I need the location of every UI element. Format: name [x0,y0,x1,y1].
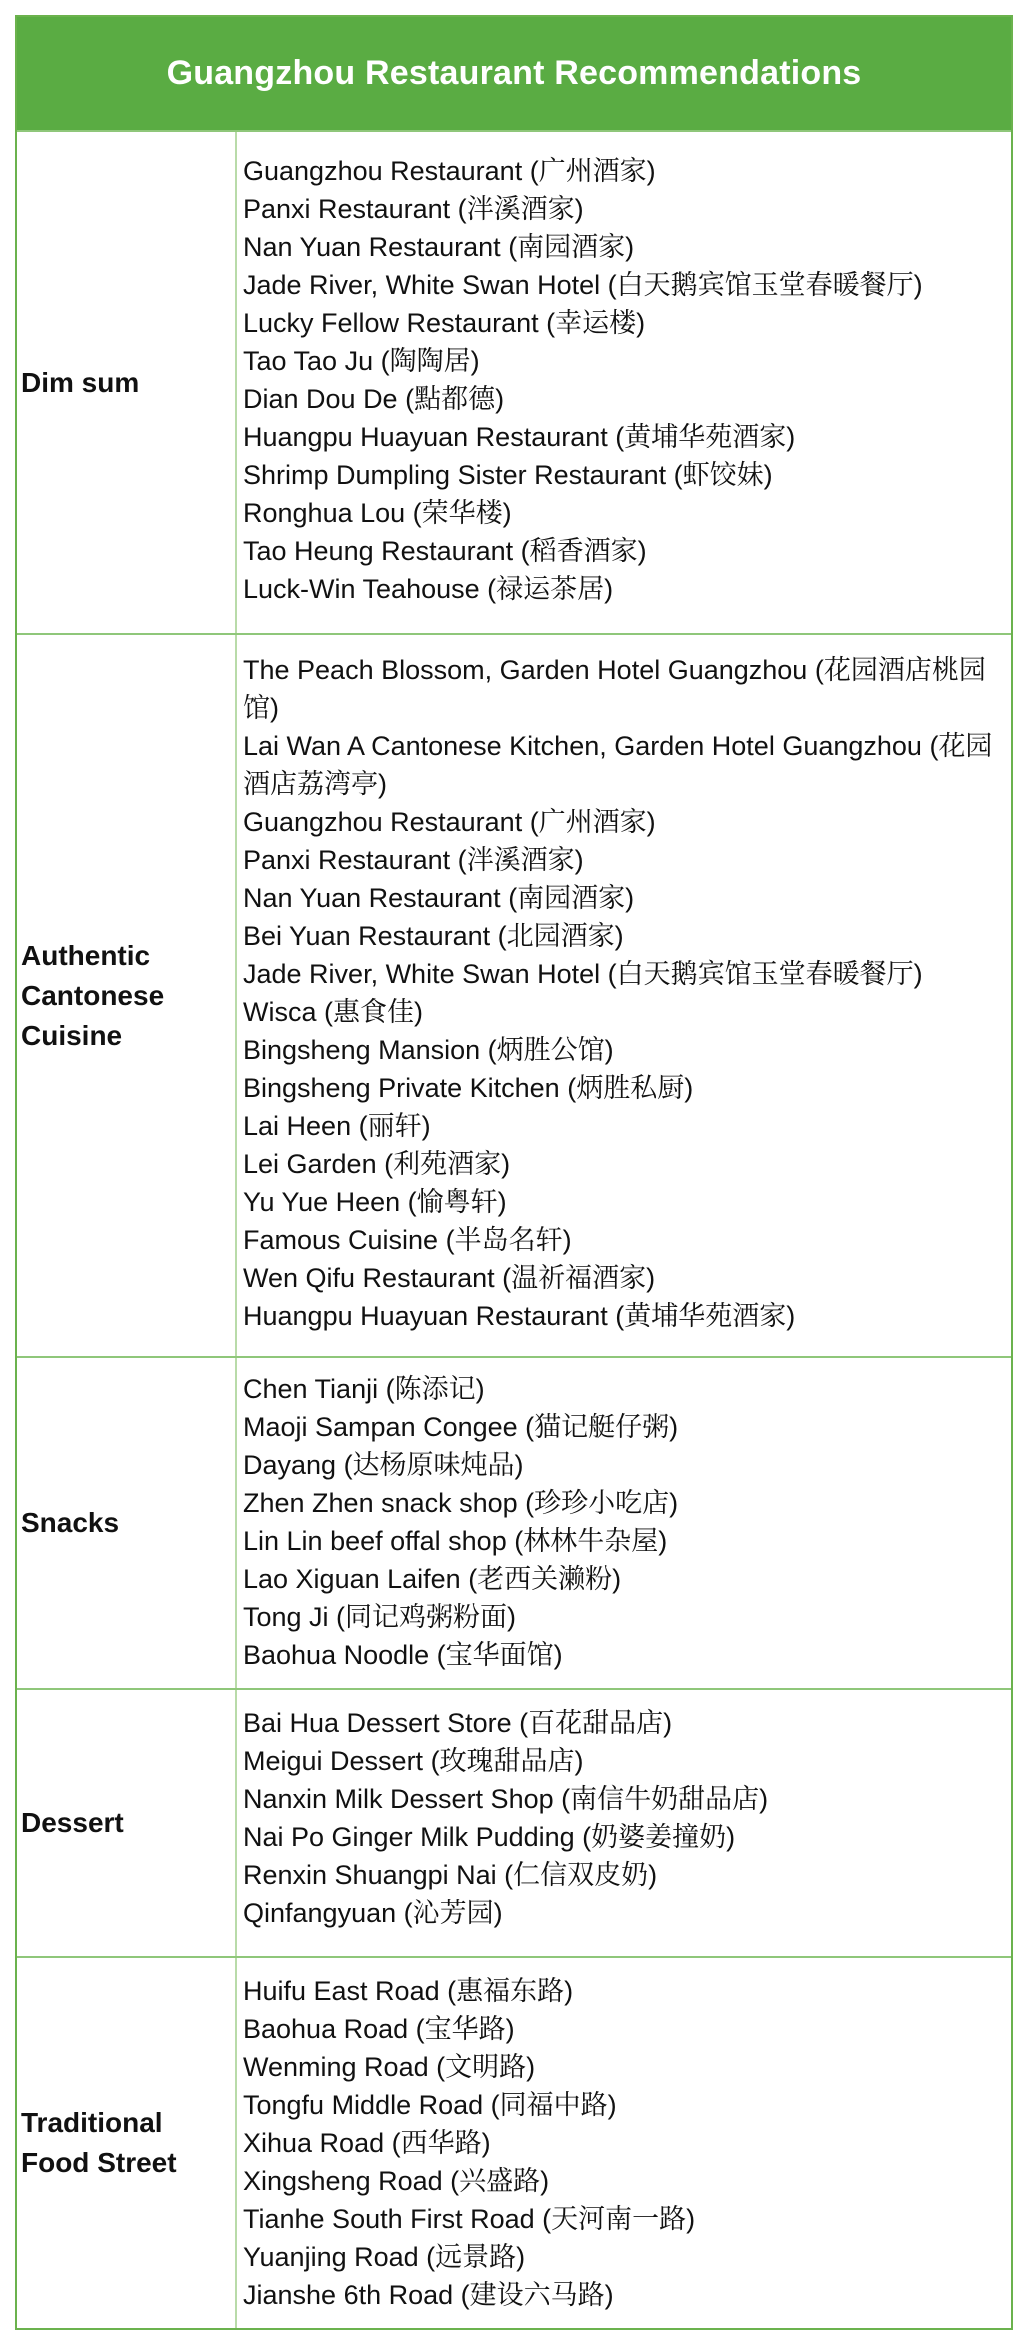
category-label: Authentic Cantonese Cuisine [17,635,237,1356]
list-item: Nan Yuan Restaurant (南园酒家) [243,232,635,262]
item-list [237,1958,1011,2328]
list-item: Famous Cuisine (半岛名轩) [243,1225,572,1255]
list-item: Xingsheng Road (兴盛路) [243,2166,550,2196]
list-item: Nanxin Milk Dessert Shop (南信牛奶甜品店) [243,1784,769,1814]
list-item: Guangzhou Restaurant (广州酒家) [243,156,656,186]
list-item: Nan Yuan Restaurant (南园酒家) [243,883,635,913]
list-item: Lai Wan A Cantonese Kitchen, Garden Hotel Guangzhou (花园酒店荔湾亭) [243,731,993,799]
list-item: Jade River, White Swan Hotel (白天鹅宾馆玉堂春暖餐厅) [243,959,923,989]
list-item: Tongfu Middle Road (同福中路) [243,2090,617,2120]
list-item: Renxin Shuangpi Nai (仁信双皮奶) [243,1860,658,1890]
list-item: Yuanjing Road (远景路) [243,2242,526,2272]
list-item: Huifu East Road (惠福东路) [243,1976,574,2006]
list-item: Panxi Restaurant (泮溪酒家) [243,194,584,224]
list-item: Lao Xiguan Laifen (老西关濑粉) [243,1564,622,1594]
item-list [237,1358,1011,1688]
list-item: Meigui Dessert (玫瑰甜品店) [243,1746,584,1776]
category-label: Snacks [17,1358,237,1688]
list-item: Bai Hua Dessert Store (百花甜品店) [243,1708,673,1738]
list-item: Lin Lin beef offal shop (林林牛杂屋) [243,1526,668,1556]
item-list [237,1690,1011,1956]
list-item: Tao Heung Restaurant (稻香酒家) [243,536,647,566]
list-item: Tianhe South First Road (天河南一路) [243,2204,696,2234]
section-dessert [17,1690,1011,1958]
list-item: Huangpu Huayuan Restaurant (黄埔华苑酒家) [243,1301,796,1331]
table-title: Guangzhou Restaurant Recommendations [17,17,1011,132]
list-item: Jianshe 6th Road (建设六马路) [243,2280,614,2310]
list-item: Wen Qifu Restaurant (温祈福酒家) [243,1263,656,1293]
list-item: Yu Yue Heen (愉粤轩) [243,1187,507,1217]
list-item: Nai Po Ginger Milk Pudding (奶婆姜撞奶) [243,1822,736,1852]
list-item: Bingsheng Private Kitchen (炳胜私厨) [243,1073,694,1103]
list-item: Baohua Noodle (宝华面馆) [243,1640,563,1670]
list-item: Lucky Fellow Restaurant (幸运楼) [243,308,646,338]
list-item: Qinfangyuan (沁芳园) [243,1898,503,1928]
section-snacks [17,1358,1011,1690]
list-item: The Peach Blossom, Garden Hotel Guangzhou (花园酒店桃园馆) [243,655,986,723]
list-item: Lei Garden (利苑酒家) [243,1149,511,1179]
list-item: Jade River, White Swan Hotel (白天鹅宾馆玉堂春暖餐厅) [243,270,923,300]
list-item: Maoji Sampan Congee (猫记艇仔粥) [243,1412,679,1442]
list-item: Luck-Win Teahouse (禄运茶居) [243,574,614,604]
section-dim-sum [17,132,1011,635]
list-item: Baohua Road (宝华路) [243,2014,515,2044]
list-item: Wisca (惠食佳) [243,997,423,1027]
list-item: Shrimp Dumpling Sister Restaurant (虾饺妹) [243,460,773,490]
list-item: Wenming Road (文明路) [243,2052,536,2082]
list-item: Dian Dou De (點都德) [243,384,505,414]
list-item: Lai Heen (丽轩) [243,1111,431,1141]
list-item: Guangzhou Restaurant (广州酒家) [243,807,656,837]
list-item: Dayang (达杨原味炖品) [243,1450,524,1480]
list-item: Huangpu Huayuan Restaurant (黄埔华苑酒家) [243,422,796,452]
category-label: Dessert [17,1690,237,1956]
list-item: Bingsheng Mansion (炳胜公馆) [243,1035,614,1065]
list-item: Tao Tao Ju (陶陶居) [243,346,480,376]
list-item: Chen Tianji (陈添记) [243,1374,485,1404]
list-item: Xihua Road (西华路) [243,2128,491,2158]
category-label: Dim sum [17,132,237,633]
list-item: Ronghua Lou (荣华楼) [243,498,512,528]
list-item: Tong Ji (同记鸡粥粉面) [243,1602,517,1632]
recommendations-table [15,15,1013,2330]
list-item: Zhen Zhen snack shop (珍珍小吃店) [243,1488,679,1518]
list-item: Bei Yuan Restaurant (北园酒家) [243,921,624,951]
category-label: Traditional Food Street [17,1958,237,2328]
item-list [237,635,1011,1356]
item-list [237,132,1011,633]
list-item: Panxi Restaurant (泮溪酒家) [243,845,584,875]
section-traditional-food-street [17,1958,1011,2328]
section-authentic-cantonese [17,635,1011,1358]
